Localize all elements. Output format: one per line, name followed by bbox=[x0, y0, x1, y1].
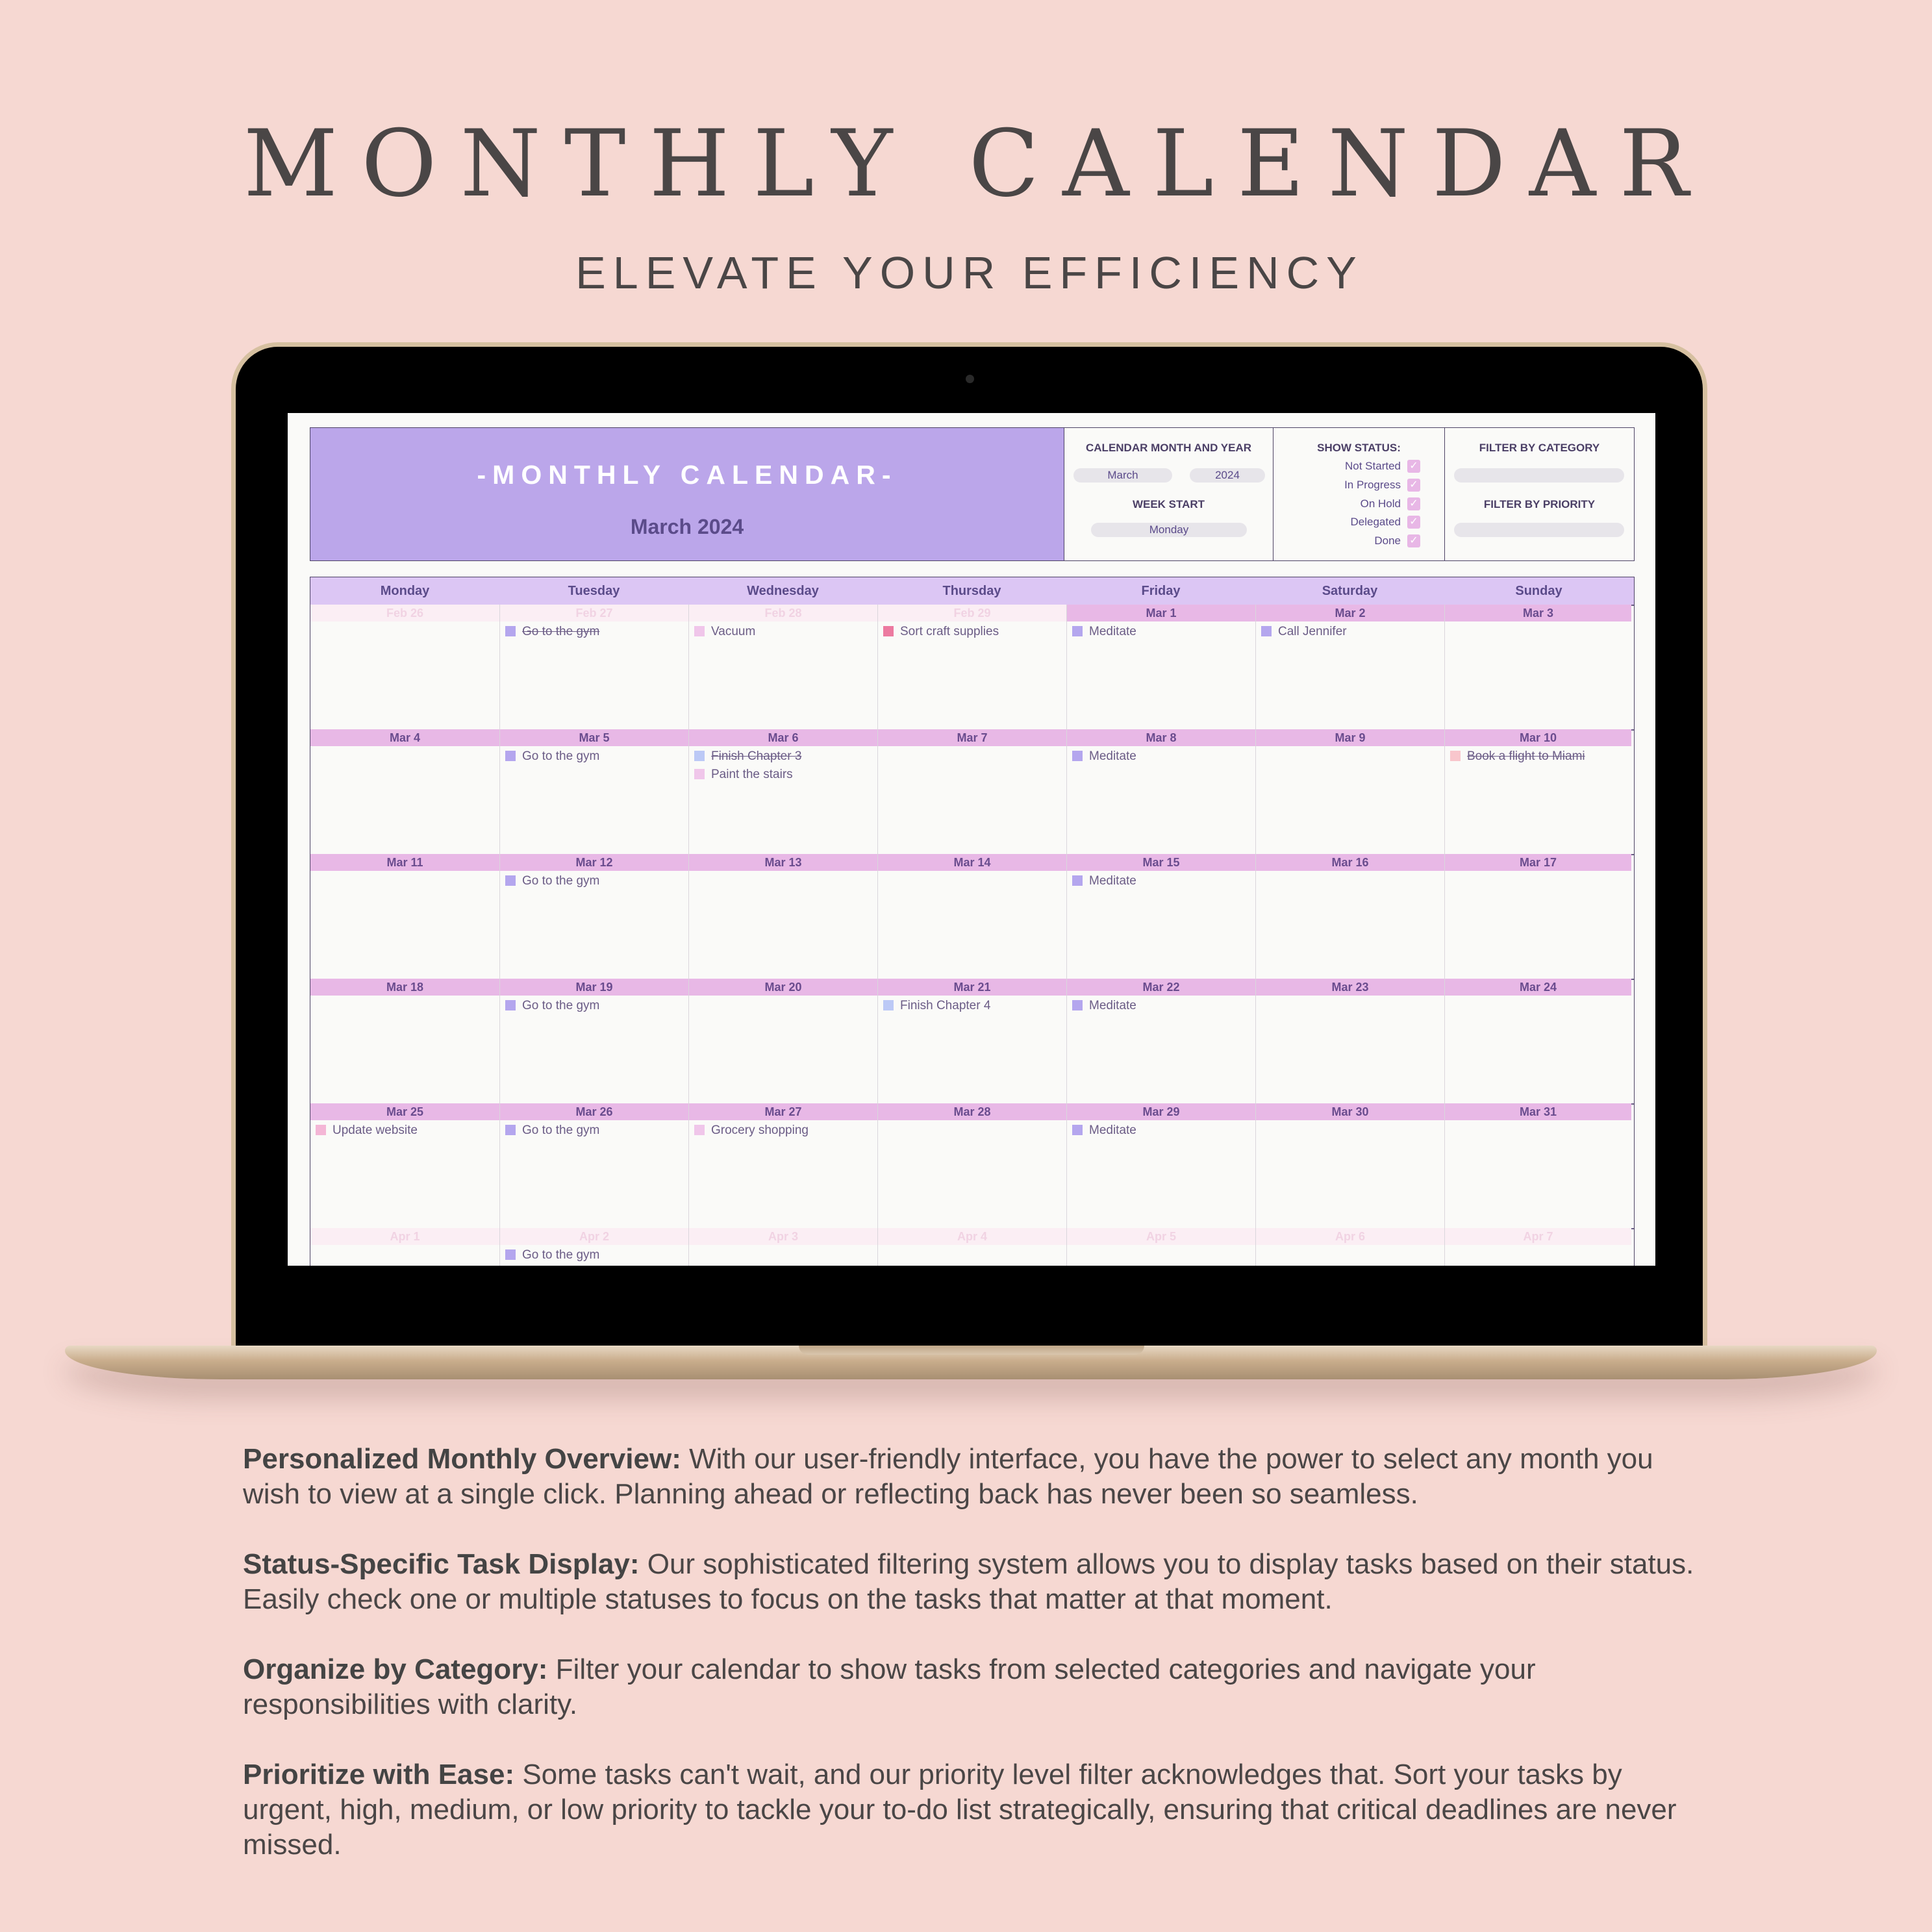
task-label: Book a flight to Miami bbox=[1467, 749, 1585, 763]
day-date-label: Mar 15 bbox=[1067, 854, 1255, 871]
day-date-label: Mar 27 bbox=[689, 1103, 877, 1120]
day-cell[interactable] bbox=[1444, 729, 1631, 854]
day-date-label: Mar 17 bbox=[1445, 854, 1631, 871]
month-year-label: CALENDAR MONTH AND YEAR bbox=[1086, 442, 1251, 454]
task-item[interactable] bbox=[694, 749, 801, 764]
task-label: Grocery shopping bbox=[711, 1123, 809, 1137]
task-category-swatch-icon bbox=[316, 1125, 326, 1135]
day-cell[interactable] bbox=[1066, 729, 1255, 854]
status-label-not-started: Not Started bbox=[1345, 460, 1401, 472]
feature-heading: Status-Specific Task Display: bbox=[243, 1548, 640, 1580]
calendar-week-row bbox=[310, 605, 1634, 729]
task-item[interactable] bbox=[1072, 749, 1136, 764]
feature-paragraph bbox=[243, 1442, 1711, 1512]
status-label-done: Done bbox=[1374, 534, 1401, 547]
weekday-label: Saturday bbox=[1322, 584, 1378, 598]
task-category-swatch-icon bbox=[694, 751, 705, 761]
feature-paragraph bbox=[243, 1652, 1711, 1722]
day-cell[interactable] bbox=[877, 729, 1066, 854]
week-start-select[interactable]: Monday bbox=[1091, 523, 1247, 537]
day-date-label: Mar 28 bbox=[878, 1103, 1066, 1120]
feature-heading: Prioritize with Ease: bbox=[243, 1759, 515, 1790]
status-label-delegated: Delegated bbox=[1350, 516, 1401, 528]
day-cell[interactable] bbox=[1255, 1228, 1444, 1266]
day-cell[interactable] bbox=[1255, 729, 1444, 854]
day-date-label: Apr 3 bbox=[689, 1228, 877, 1245]
day-cell[interactable] bbox=[310, 854, 499, 979]
task-label: Meditate bbox=[1089, 999, 1136, 1012]
day-date-label: Apr 4 bbox=[878, 1228, 1066, 1245]
day-date-label: Mar 25 bbox=[310, 1103, 499, 1120]
hero-title: MONTHLY CALENDAR bbox=[243, 110, 1712, 218]
day-cell[interactable] bbox=[1444, 605, 1631, 729]
feature-heading: Organize by Category: bbox=[243, 1653, 548, 1685]
day-cell[interactable] bbox=[310, 1228, 499, 1266]
feature-paragraph bbox=[243, 1547, 1711, 1617]
day-cell[interactable] bbox=[877, 605, 1066, 729]
status-checkbox-delegated[interactable]: ✓ bbox=[1407, 516, 1420, 529]
calendar-grid bbox=[310, 577, 1635, 1266]
status-checkbox-done[interactable]: ✓ bbox=[1407, 534, 1420, 547]
weekday-header bbox=[310, 577, 1634, 605]
day-date-label: Mar 16 bbox=[1256, 854, 1444, 871]
task-item[interactable] bbox=[1072, 624, 1136, 640]
task-category-swatch-icon bbox=[694, 1125, 705, 1135]
task-item[interactable] bbox=[505, 624, 599, 640]
feature-heading: Personalized Monthly Overview: bbox=[243, 1443, 681, 1475]
day-cell[interactable] bbox=[688, 854, 877, 979]
day-cell[interactable] bbox=[1066, 1228, 1255, 1266]
day-date-label: Mar 20 bbox=[689, 979, 877, 996]
day-cell[interactable] bbox=[1255, 979, 1444, 1103]
day-cell[interactable] bbox=[310, 729, 499, 854]
task-label: Meditate bbox=[1089, 874, 1136, 888]
day-date-label: Mar 22 bbox=[1067, 979, 1255, 996]
day-cell[interactable] bbox=[877, 854, 1066, 979]
day-date-label: Mar 10 bbox=[1445, 729, 1631, 746]
task-label: Go to the gym bbox=[522, 1123, 600, 1137]
filter-panel bbox=[1445, 427, 1635, 561]
day-date-label: Mar 5 bbox=[500, 729, 688, 746]
status-label-in-progress: In Progress bbox=[1344, 479, 1401, 491]
task-item[interactable] bbox=[1072, 1123, 1136, 1138]
task-label: Finish Chapter 4 bbox=[900, 999, 991, 1012]
task-label: Vacuum bbox=[711, 625, 756, 638]
day-cell[interactable] bbox=[499, 1228, 688, 1266]
status-checkbox-on-hold[interactable]: ✓ bbox=[1407, 497, 1420, 510]
laptop-screen bbox=[288, 413, 1655, 1266]
day-date-label: Mar 11 bbox=[310, 854, 499, 871]
task-item[interactable] bbox=[1450, 749, 1585, 764]
day-date-label: Mar 3 bbox=[1445, 605, 1631, 621]
task-category-swatch-icon bbox=[505, 626, 516, 636]
day-date-label: Mar 6 bbox=[689, 729, 877, 746]
task-label: Meditate bbox=[1089, 749, 1136, 763]
day-date-label: Apr 2 bbox=[500, 1228, 688, 1245]
day-date-label: Mar 19 bbox=[500, 979, 688, 996]
day-date-label: Mar 18 bbox=[310, 979, 499, 996]
day-date-label: Feb 27 bbox=[500, 605, 688, 621]
day-date-label: Mar 24 bbox=[1445, 979, 1631, 996]
day-cell[interactable] bbox=[1066, 979, 1255, 1103]
day-cell[interactable] bbox=[499, 979, 688, 1103]
status-label-on-hold: On Hold bbox=[1360, 497, 1401, 510]
task-category-swatch-icon bbox=[505, 1249, 516, 1260]
month-year-panel bbox=[1064, 427, 1273, 561]
day-cell[interactable] bbox=[310, 605, 499, 729]
task-category-swatch-icon bbox=[505, 1125, 516, 1135]
filter-priority-label: FILTER BY PRIORITY bbox=[1483, 498, 1596, 510]
status-checkbox-in-progress[interactable]: ✓ bbox=[1407, 479, 1420, 492]
task-category-swatch-icon bbox=[505, 751, 516, 761]
calendar-banner bbox=[310, 427, 1064, 561]
day-cell[interactable] bbox=[310, 1103, 499, 1228]
day-cell[interactable] bbox=[1255, 605, 1444, 729]
task-category-swatch-icon bbox=[505, 875, 516, 886]
banner-month: March 2024 bbox=[630, 515, 744, 538]
filter-category-select[interactable] bbox=[1454, 468, 1624, 483]
day-cell[interactable] bbox=[877, 1103, 1066, 1228]
day-cell[interactable] bbox=[1066, 605, 1255, 729]
task-item[interactable] bbox=[883, 624, 999, 640]
day-date-label: Mar 9 bbox=[1256, 729, 1444, 746]
day-date-label: Mar 1 bbox=[1067, 605, 1255, 621]
task-label: Go to the gym bbox=[522, 999, 600, 1012]
day-date-label: Apr 7 bbox=[1445, 1228, 1631, 1245]
week-start-label: WEEK START bbox=[1132, 498, 1205, 510]
day-date-label: Feb 28 bbox=[689, 605, 877, 621]
day-date-label: Apr 1 bbox=[310, 1228, 499, 1245]
day-date-label: Mar 21 bbox=[878, 979, 1066, 996]
day-date-label: Mar 14 bbox=[878, 854, 1066, 871]
show-status-label: SHOW STATUS: bbox=[1317, 442, 1401, 454]
task-label: Paint the stairs bbox=[711, 768, 793, 781]
calendar-week-row bbox=[310, 854, 1634, 979]
day-cell[interactable] bbox=[688, 729, 877, 854]
day-cell[interactable] bbox=[1444, 1228, 1631, 1266]
day-cell[interactable] bbox=[1444, 1103, 1631, 1228]
day-cell[interactable] bbox=[1444, 854, 1631, 979]
calendar-week-row bbox=[310, 979, 1634, 1103]
day-cell[interactable] bbox=[688, 979, 877, 1103]
day-date-label: Mar 4 bbox=[310, 729, 499, 746]
task-category-swatch-icon bbox=[694, 769, 705, 779]
day-cell[interactable] bbox=[1255, 854, 1444, 979]
task-label: Call Jennifer bbox=[1278, 625, 1347, 638]
task-item[interactable] bbox=[1072, 873, 1136, 889]
day-date-label: Feb 26 bbox=[310, 605, 499, 621]
year-select[interactable]: 2024 bbox=[1190, 468, 1265, 483]
calendar-week-row bbox=[310, 729, 1634, 854]
day-date-label: Mar 13 bbox=[689, 854, 877, 871]
task-category-swatch-icon bbox=[883, 626, 894, 636]
task-label: Update website bbox=[332, 1123, 418, 1137]
task-label: Finish Chapter 3 bbox=[711, 749, 802, 763]
day-cell[interactable] bbox=[499, 729, 688, 854]
day-date-label: Mar 12 bbox=[500, 854, 688, 871]
day-date-label: Mar 2 bbox=[1256, 605, 1444, 621]
feature-body: Some tasks can't wait, and our priority level filter acknowledges that. Sort your tasks by urgent, high, medium, or low priority to tackle your to-do list strategically, ensuring that critical deadlines are never missed. bbox=[243, 1759, 1677, 1861]
task-item[interactable] bbox=[505, 873, 599, 889]
task-category-swatch-icon bbox=[1261, 626, 1272, 636]
day-cell[interactable] bbox=[1066, 854, 1255, 979]
day-cell[interactable] bbox=[688, 605, 877, 729]
task-category-swatch-icon bbox=[1072, 1125, 1083, 1135]
task-item[interactable] bbox=[505, 1123, 599, 1138]
day-cell[interactable] bbox=[688, 1228, 877, 1266]
feature-paragraph bbox=[243, 1757, 1711, 1863]
day-cell[interactable] bbox=[499, 854, 688, 979]
webcam-icon bbox=[966, 375, 974, 383]
task-item[interactable] bbox=[1072, 998, 1136, 1014]
task-item[interactable] bbox=[505, 749, 599, 764]
month-select[interactable]: March bbox=[1073, 468, 1172, 483]
day-cell[interactable] bbox=[499, 605, 688, 729]
task-item[interactable] bbox=[1261, 624, 1347, 640]
task-category-swatch-icon bbox=[694, 626, 705, 636]
day-cell[interactable] bbox=[310, 979, 499, 1103]
weekday-label: Sunday bbox=[1515, 584, 1562, 598]
feature-body: Our sophisticated filtering system allows you to display tasks based on their status. Easily check one or multiple statuses to focus on the tasks that matter at that moment. bbox=[243, 1548, 1694, 1615]
task-item[interactable] bbox=[505, 1248, 599, 1263]
feature-body: With our user-friendly interface, you have the power to select any month you wish to view at a single click. Planning ahead or reflecting back has never been so seamless. bbox=[243, 1443, 1653, 1510]
task-label: Meditate bbox=[1089, 1123, 1136, 1137]
task-category-swatch-icon bbox=[1072, 626, 1083, 636]
task-category-swatch-icon bbox=[505, 1000, 516, 1010]
task-label: Sort craft supplies bbox=[900, 625, 999, 638]
task-item[interactable] bbox=[883, 998, 990, 1014]
day-date-label: Mar 31 bbox=[1445, 1103, 1631, 1120]
task-label: Go to the gym bbox=[522, 874, 600, 888]
weekday-label: Friday bbox=[1141, 584, 1181, 598]
day-cell[interactable] bbox=[1255, 1103, 1444, 1228]
feature-body: Filter your calendar to show tasks from selected categories and navigate your responsibilities with clarity. bbox=[243, 1653, 1536, 1720]
task-item[interactable] bbox=[694, 1123, 809, 1138]
task-category-swatch-icon bbox=[883, 1000, 894, 1010]
task-item[interactable] bbox=[316, 1123, 418, 1138]
day-cell[interactable] bbox=[877, 1228, 1066, 1266]
task-item[interactable] bbox=[505, 998, 599, 1014]
day-date-label: Mar 29 bbox=[1067, 1103, 1255, 1120]
task-category-swatch-icon bbox=[1072, 1000, 1083, 1010]
day-date-label: Apr 5 bbox=[1067, 1228, 1255, 1245]
task-label: Go to the gym bbox=[522, 749, 600, 763]
day-date-label: Mar 23 bbox=[1256, 979, 1444, 996]
task-category-swatch-icon bbox=[1072, 875, 1083, 886]
task-item[interactable] bbox=[694, 624, 755, 640]
weekday-label: Monday bbox=[380, 584, 430, 598]
task-item[interactable] bbox=[694, 767, 793, 783]
weekday-label: Wednesday bbox=[747, 584, 819, 598]
status-checkbox-not-started[interactable]: ✓ bbox=[1407, 460, 1420, 473]
laptop-hinge-notch bbox=[799, 1346, 1144, 1355]
calendar-week-row bbox=[310, 1103, 1634, 1228]
day-cell[interactable] bbox=[688, 1103, 877, 1228]
task-label: Go to the gym bbox=[522, 1248, 600, 1262]
day-cell[interactable] bbox=[1444, 979, 1631, 1103]
calendar-week-row bbox=[310, 1228, 1634, 1266]
weekday-label: Thursday bbox=[942, 584, 1001, 598]
day-cell[interactable] bbox=[1066, 1103, 1255, 1228]
hero-subtitle: ELEVATE YOUR EFFICIENCY bbox=[575, 247, 1364, 298]
day-date-label: Mar 26 bbox=[500, 1103, 688, 1120]
day-date-label: Apr 6 bbox=[1256, 1228, 1444, 1245]
day-date-label: Mar 30 bbox=[1256, 1103, 1444, 1120]
day-cell[interactable] bbox=[877, 979, 1066, 1103]
banner-title: -MONTHLY CALENDAR- bbox=[477, 460, 897, 490]
task-label: Meditate bbox=[1089, 625, 1136, 638]
task-category-swatch-icon bbox=[1072, 751, 1083, 761]
day-date-label: Feb 29 bbox=[878, 605, 1066, 621]
day-date-label: Mar 8 bbox=[1067, 729, 1255, 746]
filter-category-label: FILTER BY CATEGORY bbox=[1479, 442, 1600, 454]
task-category-swatch-icon bbox=[1450, 751, 1461, 761]
day-cell[interactable] bbox=[499, 1103, 688, 1228]
filter-priority-select[interactable] bbox=[1454, 523, 1624, 537]
status-panel bbox=[1273, 427, 1445, 561]
task-label: Go to the gym bbox=[522, 625, 600, 638]
weekday-label: Tuesday bbox=[568, 584, 620, 598]
day-date-label: Mar 7 bbox=[878, 729, 1066, 746]
